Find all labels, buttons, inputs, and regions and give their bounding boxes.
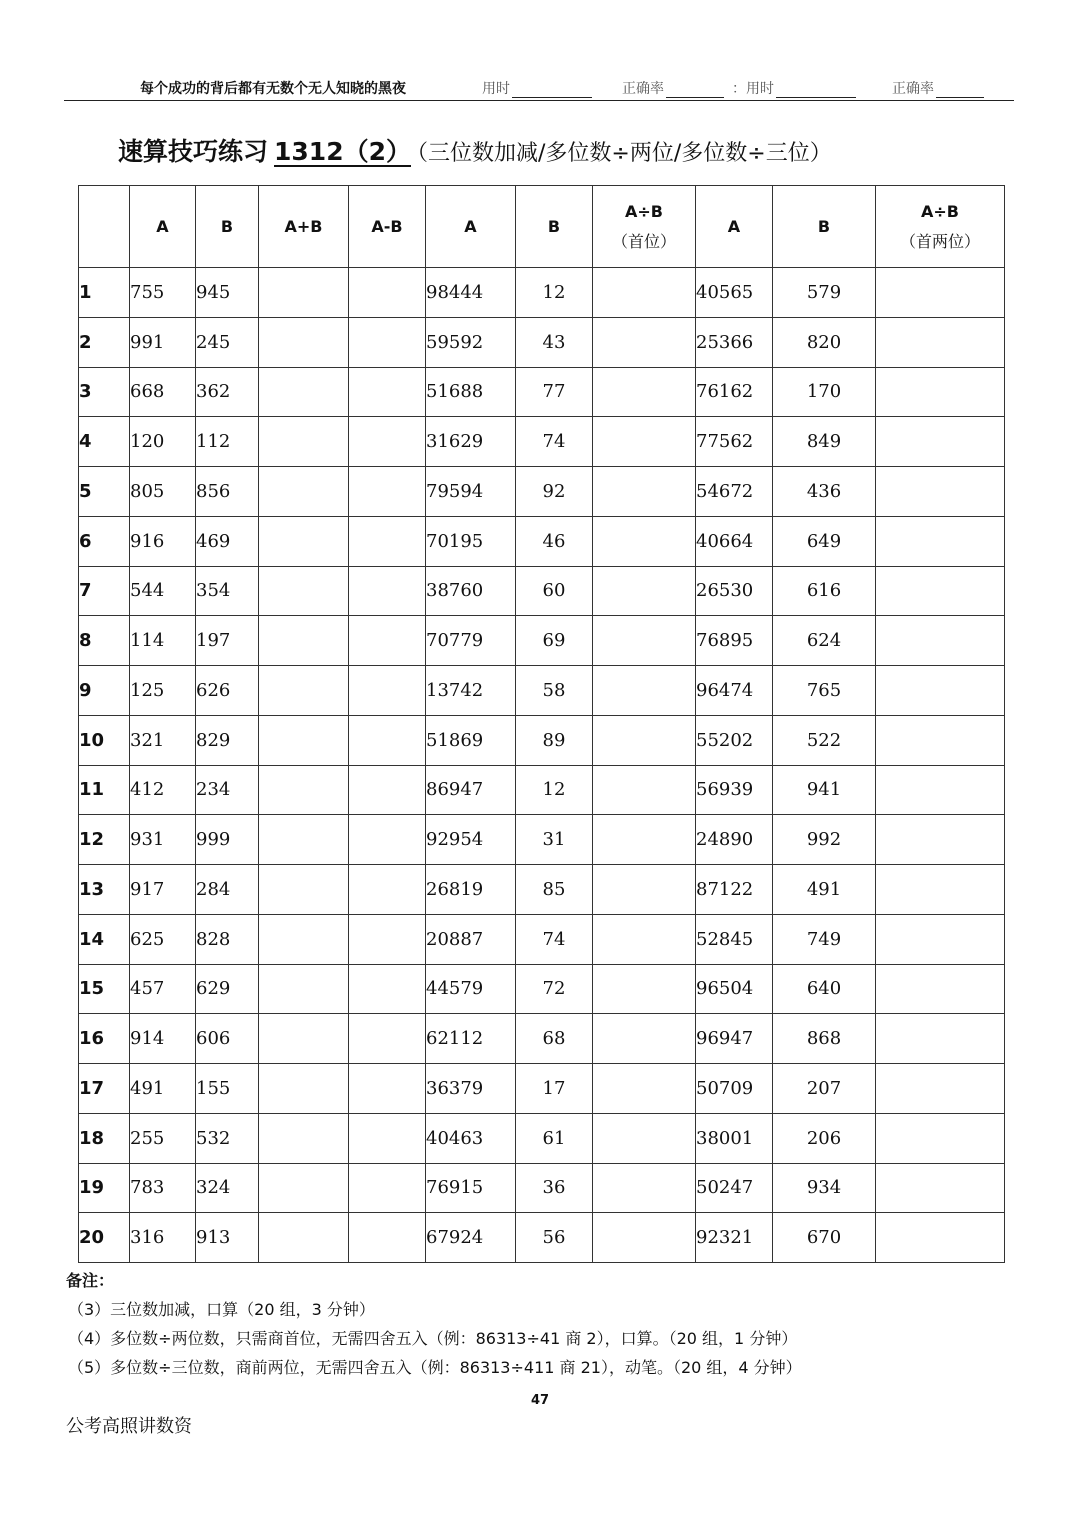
accuracy-blank-1[interactable] [666,83,724,98]
cell-b2: 31 [516,815,593,865]
cell-b1: 606 [196,1014,259,1064]
cell-b1: 828 [196,914,259,964]
cell-a2: 59592 [426,317,516,367]
cell-a2: 20887 [426,914,516,964]
cell-a2: 76915 [426,1163,516,1213]
answer-sum[interactable] [259,666,349,716]
time-blank-2[interactable] [776,83,856,98]
header-div-first-line1: A÷B [625,201,663,221]
table-row [79,1064,1005,1114]
cell-b2: 85 [516,865,593,915]
cell-b1: 354 [196,566,259,616]
answer-diff[interactable] [349,516,426,566]
cell-b1: 856 [196,467,259,517]
cell-a3: 87122 [696,865,773,915]
cell-a3: 40565 [696,268,773,318]
table-row [79,516,1005,566]
cell-b2: 43 [516,317,593,367]
row-index: 1 [79,268,130,318]
answer-diff[interactable] [349,1163,426,1213]
accuracy-blank-2[interactable] [936,83,984,98]
table-row [79,1014,1005,1064]
header-div-first-two-line1: A÷B [921,201,959,221]
cell-a2: 98444 [426,268,516,318]
accuracy-label-2: 正确率 [892,81,934,97]
cell-a1: 625 [130,914,196,964]
cell-a2: 36379 [426,1064,516,1114]
notes-label: 备注： [66,1271,115,1290]
row-index: 18 [79,1113,130,1163]
cell-a2: 51688 [426,367,516,417]
answer-diff[interactable] [349,367,426,417]
cell-a2: 79594 [426,467,516,517]
answer-div-first[interactable] [593,1213,696,1263]
cell-a1: 916 [130,516,196,566]
answer-sum[interactable] [259,865,349,915]
cell-b2: 12 [516,268,593,318]
answer-diff[interactable] [349,317,426,367]
answer-sum[interactable] [259,367,349,417]
answer-div-first[interactable] [593,914,696,964]
cell-a3: 92321 [696,1213,773,1263]
title-subtitle: （三位数加减/多位数÷两位/多位数÷三位） [417,141,832,166]
cell-b2: 69 [516,616,593,666]
cell-a1: 321 [130,715,196,765]
header-b2: B [516,186,593,268]
page-number: 47 [530,1393,550,1408]
cell-a3: 96504 [696,964,773,1014]
cell-a1: 412 [130,765,196,815]
answer-div-first-two[interactable] [876,516,1005,566]
cell-a2: 26819 [426,865,516,915]
answer-div-first[interactable] [593,516,696,566]
cell-b3: 491 [773,865,876,915]
cell-a3: 52845 [696,914,773,964]
cell-b2: 56 [516,1213,593,1263]
cell-b2: 74 [516,417,593,467]
answer-sum[interactable] [259,1213,349,1263]
row-index: 5 [79,467,130,517]
answer-sum[interactable] [259,1064,349,1114]
row-index: 3 [79,367,130,417]
answer-diff[interactable] [349,914,426,964]
header-diff: A-B [349,186,426,268]
cell-a3: 76895 [696,616,773,666]
cell-b1: 913 [196,1213,259,1263]
answer-diff[interactable] [349,666,426,716]
cell-a3: 38001 [696,1113,773,1163]
answer-div-first-two[interactable] [876,765,1005,815]
answer-div-first-two[interactable] [876,815,1005,865]
cell-a2: 44579 [426,964,516,1014]
cell-b3: 868 [773,1014,876,1064]
table-row [79,815,1005,865]
answer-sum[interactable] [259,566,349,616]
answer-diff[interactable] [349,964,426,1014]
header-div-first-two-line2: （首两位） [899,231,980,251]
answer-sum[interactable] [259,1014,349,1064]
answer-div-first[interactable] [593,715,696,765]
cell-b3: 624 [773,616,876,666]
page-header [64,76,1014,101]
cell-a3: 25366 [696,317,773,367]
answer-div-first[interactable] [593,1064,696,1114]
time-field-2 [732,78,856,98]
note-line-5: （5）多位数÷三位数，商前两位，无需四舍五入（例：86313÷411 商 21），动笔。（20 组，4 分钟） [68,1358,802,1377]
row-index: 20 [79,1213,130,1263]
cell-a2: 86947 [426,765,516,815]
cell-b3: 934 [773,1163,876,1213]
cell-b3: 649 [773,516,876,566]
cell-a1: 316 [130,1213,196,1263]
cell-a3: 56939 [696,765,773,815]
cell-b1: 234 [196,765,259,815]
header-a2: A [426,186,516,268]
title-main: 速算技巧练习 [118,137,269,166]
answer-div-first[interactable] [593,268,696,318]
cell-a2: 67924 [426,1213,516,1263]
cell-a3: 54672 [696,467,773,517]
cell-b1: 284 [196,865,259,915]
answer-div-first-two[interactable] [876,268,1005,318]
cell-b2: 89 [516,715,593,765]
cell-b1: 324 [196,1163,259,1213]
answer-div-first[interactable] [593,317,696,367]
answer-div-first[interactable] [593,467,696,517]
header-b1: B [196,186,259,268]
accuracy-field-2 [892,78,984,98]
cell-b2: 46 [516,516,593,566]
answer-diff[interactable] [349,1213,426,1263]
row-index: 13 [79,865,130,915]
row-index: 19 [79,1163,130,1213]
answer-diff[interactable] [349,1014,426,1064]
cell-b1: 245 [196,317,259,367]
table-row [79,865,1005,915]
table-row [79,1213,1005,1263]
table-row [79,964,1005,1014]
cell-a1: 491 [130,1064,196,1114]
cell-b2: 61 [516,1113,593,1163]
cell-b1: 829 [196,715,259,765]
header-div-first [593,186,696,268]
cell-a3: 26530 [696,566,773,616]
cell-b3: 579 [773,268,876,318]
cell-a1: 914 [130,1014,196,1064]
cell-b2: 60 [516,566,593,616]
cell-a3: 96474 [696,666,773,716]
answer-sum[interactable] [259,1113,349,1163]
cell-a2: 31629 [426,417,516,467]
header-b3: B [773,186,876,268]
cell-a2: 70195 [426,516,516,566]
answer-div-first[interactable] [593,865,696,915]
cell-a3: 77562 [696,417,773,467]
row-index: 15 [79,964,130,1014]
answer-div-first-two[interactable] [876,1014,1005,1064]
row-index: 16 [79,1014,130,1064]
table-row [79,268,1005,318]
cell-a2: 13742 [426,666,516,716]
page-title [118,132,832,168]
cell-b3: 749 [773,914,876,964]
note-line-3: （3）三位数加减，口算（20 组，3 分钟） [68,1300,375,1319]
notes [66,1266,802,1382]
answer-div-first[interactable] [593,765,696,815]
table-row [79,715,1005,765]
row-index: 10 [79,715,130,765]
answer-div-first[interactable] [593,616,696,666]
answer-div-first[interactable] [593,666,696,716]
header-div-first-line2: （首位） [611,231,676,251]
row-index: 9 [79,666,130,716]
row-index: 7 [79,566,130,616]
accuracy-label-1: 正确率 [622,81,664,97]
answer-sum[interactable] [259,914,349,964]
table-row [79,616,1005,666]
cell-b1: 197 [196,616,259,666]
cell-a1: 457 [130,964,196,1014]
row-index: 2 [79,317,130,367]
cell-a2: 51869 [426,715,516,765]
title-code: 1312（2） [274,137,411,166]
cell-a1: 755 [130,268,196,318]
row-index: 6 [79,516,130,566]
cell-b3: 170 [773,367,876,417]
note-line-4: （4）多位数÷两位数，只需商首位，无需四舍五入（例：86313÷41 商 2），口算。（20 组，1 分钟） [68,1329,798,1348]
answer-div-first-two[interactable] [876,367,1005,417]
table-row [79,367,1005,417]
answer-diff[interactable] [349,616,426,666]
answer-div-first-two[interactable] [876,666,1005,716]
accuracy-field-1 [622,78,724,98]
cell-a1: 125 [130,666,196,716]
answer-div-first[interactable] [593,964,696,1014]
answer-diff[interactable] [349,815,426,865]
answer-diff[interactable] [349,765,426,815]
answer-diff[interactable] [349,715,426,765]
cell-b3: 206 [773,1113,876,1163]
answer-div-first-two[interactable] [876,467,1005,517]
cell-b1: 155 [196,1064,259,1114]
cell-b1: 629 [196,964,259,1014]
cell-b1: 362 [196,367,259,417]
cell-a1: 544 [130,566,196,616]
cell-b2: 17 [516,1064,593,1114]
answer-div-first-two[interactable] [876,964,1005,1014]
answer-div-first[interactable] [593,815,696,865]
cell-b3: 820 [773,317,876,367]
header-sum: A+B [259,186,349,268]
cell-b2: 74 [516,914,593,964]
cell-a3: 24890 [696,815,773,865]
row-index: 8 [79,616,130,666]
table-row [79,666,1005,716]
cell-b2: 68 [516,1014,593,1064]
answer-div-first-two[interactable] [876,914,1005,964]
cell-a3: 50709 [696,1064,773,1114]
answer-div-first[interactable] [593,1163,696,1213]
cell-a1: 805 [130,467,196,517]
table-row [79,1113,1005,1163]
cell-b3: 616 [773,566,876,616]
cell-b1: 532 [196,1113,259,1163]
answer-sum[interactable] [259,765,349,815]
cell-b2: 58 [516,666,593,716]
cell-a3: 55202 [696,715,773,765]
cell-a1: 120 [130,417,196,467]
exercise-table [78,185,1005,1263]
time-label-1: 用时 [482,81,510,97]
cell-a1: 114 [130,616,196,666]
table-row [79,1163,1005,1213]
cell-a1: 783 [130,1163,196,1213]
row-index: 11 [79,765,130,815]
cell-b1: 945 [196,268,259,318]
table-row [79,566,1005,616]
answer-sum[interactable] [259,467,349,517]
header-a1: A [130,186,196,268]
time-field-1 [482,78,592,98]
answer-sum[interactable] [259,268,349,318]
cell-b3: 670 [773,1213,876,1263]
cell-a3: 40664 [696,516,773,566]
table-row [79,417,1005,467]
table-row [79,467,1005,517]
answer-diff[interactable] [349,467,426,517]
answer-diff[interactable] [349,268,426,318]
cell-a1: 668 [130,367,196,417]
cell-b3: 522 [773,715,876,765]
cell-b3: 992 [773,815,876,865]
table-row [79,765,1005,815]
cell-a2: 92954 [426,815,516,865]
answer-div-first-two[interactable] [876,566,1005,616]
answer-div-first-two[interactable] [876,1113,1005,1163]
answer-sum[interactable] [259,815,349,865]
cell-b2: 36 [516,1163,593,1213]
cell-b3: 640 [773,964,876,1014]
cell-a2: 40463 [426,1113,516,1163]
header-motto: 每个成功的背后都有无数个无人知晓的黑夜 [140,81,406,97]
cell-b3: 765 [773,666,876,716]
cell-a1: 255 [130,1113,196,1163]
answer-sum[interactable] [259,1163,349,1213]
cell-b2: 77 [516,367,593,417]
answer-sum[interactable] [259,715,349,765]
cell-a2: 62112 [426,1014,516,1064]
cell-b3: 849 [773,417,876,467]
cell-a3: 50247 [696,1163,773,1213]
cell-b3: 941 [773,765,876,815]
cell-b3: 207 [773,1064,876,1114]
answer-div-first[interactable] [593,566,696,616]
answer-div-first-two[interactable] [876,865,1005,915]
cell-a2: 70779 [426,616,516,666]
answer-diff[interactable] [349,865,426,915]
header-index [79,186,130,268]
table-row [79,317,1005,367]
header-separator: ： [732,81,746,97]
answer-div-first[interactable] [593,417,696,467]
row-index: 17 [79,1064,130,1114]
row-index: 4 [79,417,130,467]
answer-div-first[interactable] [593,1014,696,1064]
cell-a1: 991 [130,317,196,367]
answer-diff[interactable] [349,566,426,616]
cell-a1: 931 [130,815,196,865]
table-row [79,914,1005,964]
answer-diff[interactable] [349,417,426,467]
cell-a1: 917 [130,865,196,915]
header-div-first-two [876,186,1005,268]
answer-div-first[interactable] [593,1113,696,1163]
answer-diff[interactable] [349,1064,426,1114]
answer-div-first-two[interactable] [876,317,1005,367]
cell-b1: 112 [196,417,259,467]
footer-text: 公考高照讲数资 [66,1416,192,1437]
answer-div-first-two[interactable] [876,1064,1005,1114]
cell-a3: 96947 [696,1014,773,1064]
cell-b1: 626 [196,666,259,716]
answer-diff[interactable] [349,1113,426,1163]
cell-b3: 436 [773,467,876,517]
cell-a2: 38760 [426,566,516,616]
header-row [79,186,1005,268]
cell-b1: 999 [196,815,259,865]
answer-sum[interactable] [259,964,349,1014]
answer-div-first-two[interactable] [876,616,1005,666]
time-label-2: 用时 [746,81,774,97]
cell-b2: 72 [516,964,593,1014]
answer-sum[interactable] [259,616,349,666]
header-a3: A [696,186,773,268]
answer-div-first-two[interactable] [876,715,1005,765]
answer-div-first-two[interactable] [876,1213,1005,1263]
row-index: 12 [79,815,130,865]
answer-sum[interactable] [259,317,349,367]
cell-b2: 92 [516,467,593,517]
cell-b2: 12 [516,765,593,815]
answer-sum[interactable] [259,516,349,566]
answer-div-first[interactable] [593,367,696,417]
cell-a3: 76162 [696,367,773,417]
row-index: 14 [79,914,130,964]
answer-sum[interactable] [259,417,349,467]
answer-div-first-two[interactable] [876,1163,1005,1213]
time-blank-1[interactable] [512,83,592,98]
cell-b1: 469 [196,516,259,566]
answer-div-first-two[interactable] [876,417,1005,467]
